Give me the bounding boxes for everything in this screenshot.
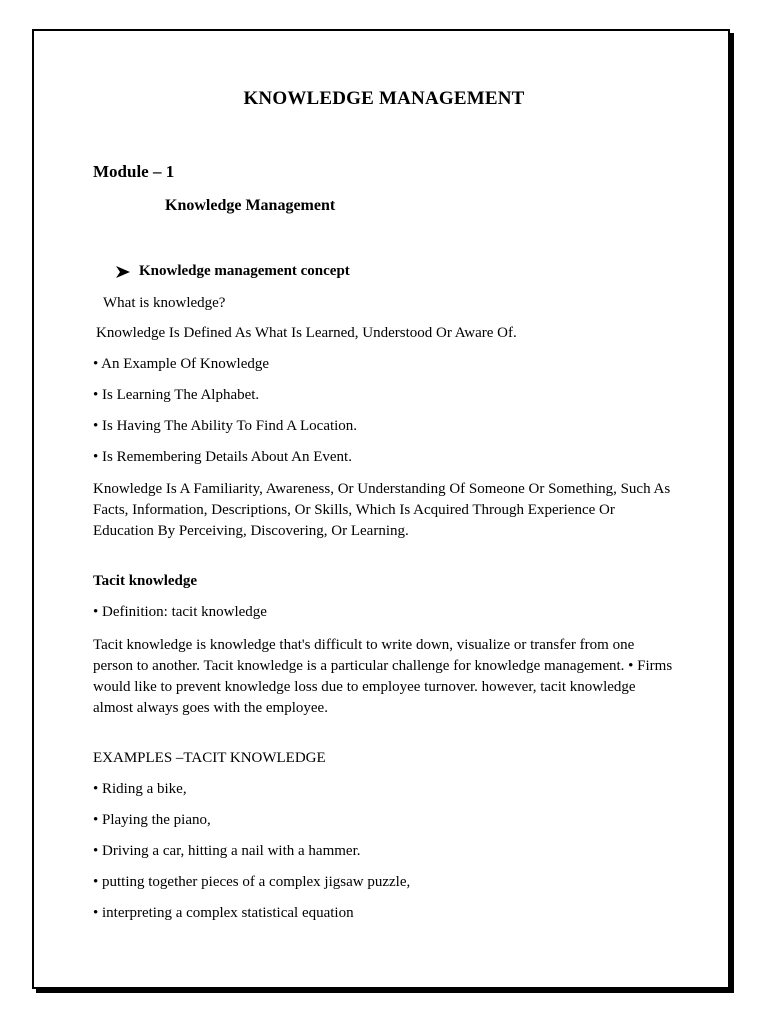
tacit-heading: Tacit knowledge: [93, 573, 198, 589]
definition-line: Knowledge Is Defined As What Is Learned, Understood Or Aware Of.: [96, 325, 517, 341]
tacit-definition-bullet: • Definition: tacit knowledge: [93, 604, 267, 620]
tacit-example-bullet: • putting together pieces of a complex jigsaw puzzle,: [93, 874, 411, 890]
tacit-example-bullet: • Playing the piano,: [93, 812, 211, 828]
tacit-example-bullet: • Driving a car, hitting a nail with a hammer.: [93, 843, 361, 859]
example-bullet: • Is Learning The Alphabet.: [93, 387, 260, 403]
concept-heading-label: Knowledge management concept: [139, 263, 350, 279]
familiarity-paragraph: Knowledge Is A Familiarity, Awareness, Or Understanding Of Someone Or Something, Such As Facts, Information, Descriptions, Or Skills, Which Is Acquired Through Experience Or Education By Perceiving, Discovering, Or Learning.: [93, 481, 671, 539]
examples-heading: EXAMPLES –TACIT KNOWLEDGE: [93, 750, 326, 766]
tacit-example-bullet: • Riding a bike,: [93, 781, 187, 797]
arrow-head-icon: [115, 265, 131, 279]
example-bullet: • An Example Of Knowledge: [93, 356, 270, 372]
example-bullet: • Is Remembering Details About An Event.: [93, 449, 352, 465]
example-bullet: • Is Having The Ability To Find A Location.: [93, 418, 358, 434]
module-subtitle: Knowledge Management: [165, 197, 336, 214]
tacit-paragraph: Tacit knowledge is knowledge that's difficult to write down, visualize or transfer from one person to another. Tacit knowledge is a particular challenge for knowledge management. • Firms would like to prevent knowledge loss due to employee turnover. however, tacit knowledge almost always goes with the employee.: [93, 637, 673, 716]
concept-heading: [115, 263, 350, 280]
module-heading: Module – 1: [93, 162, 175, 181]
document-title: KNOWLEDGE MANAGEMENT: [243, 88, 525, 109]
tacit-example-bullet: • interpreting a complex statistical equation: [93, 905, 354, 921]
question-line: What is knowledge?: [103, 295, 226, 311]
